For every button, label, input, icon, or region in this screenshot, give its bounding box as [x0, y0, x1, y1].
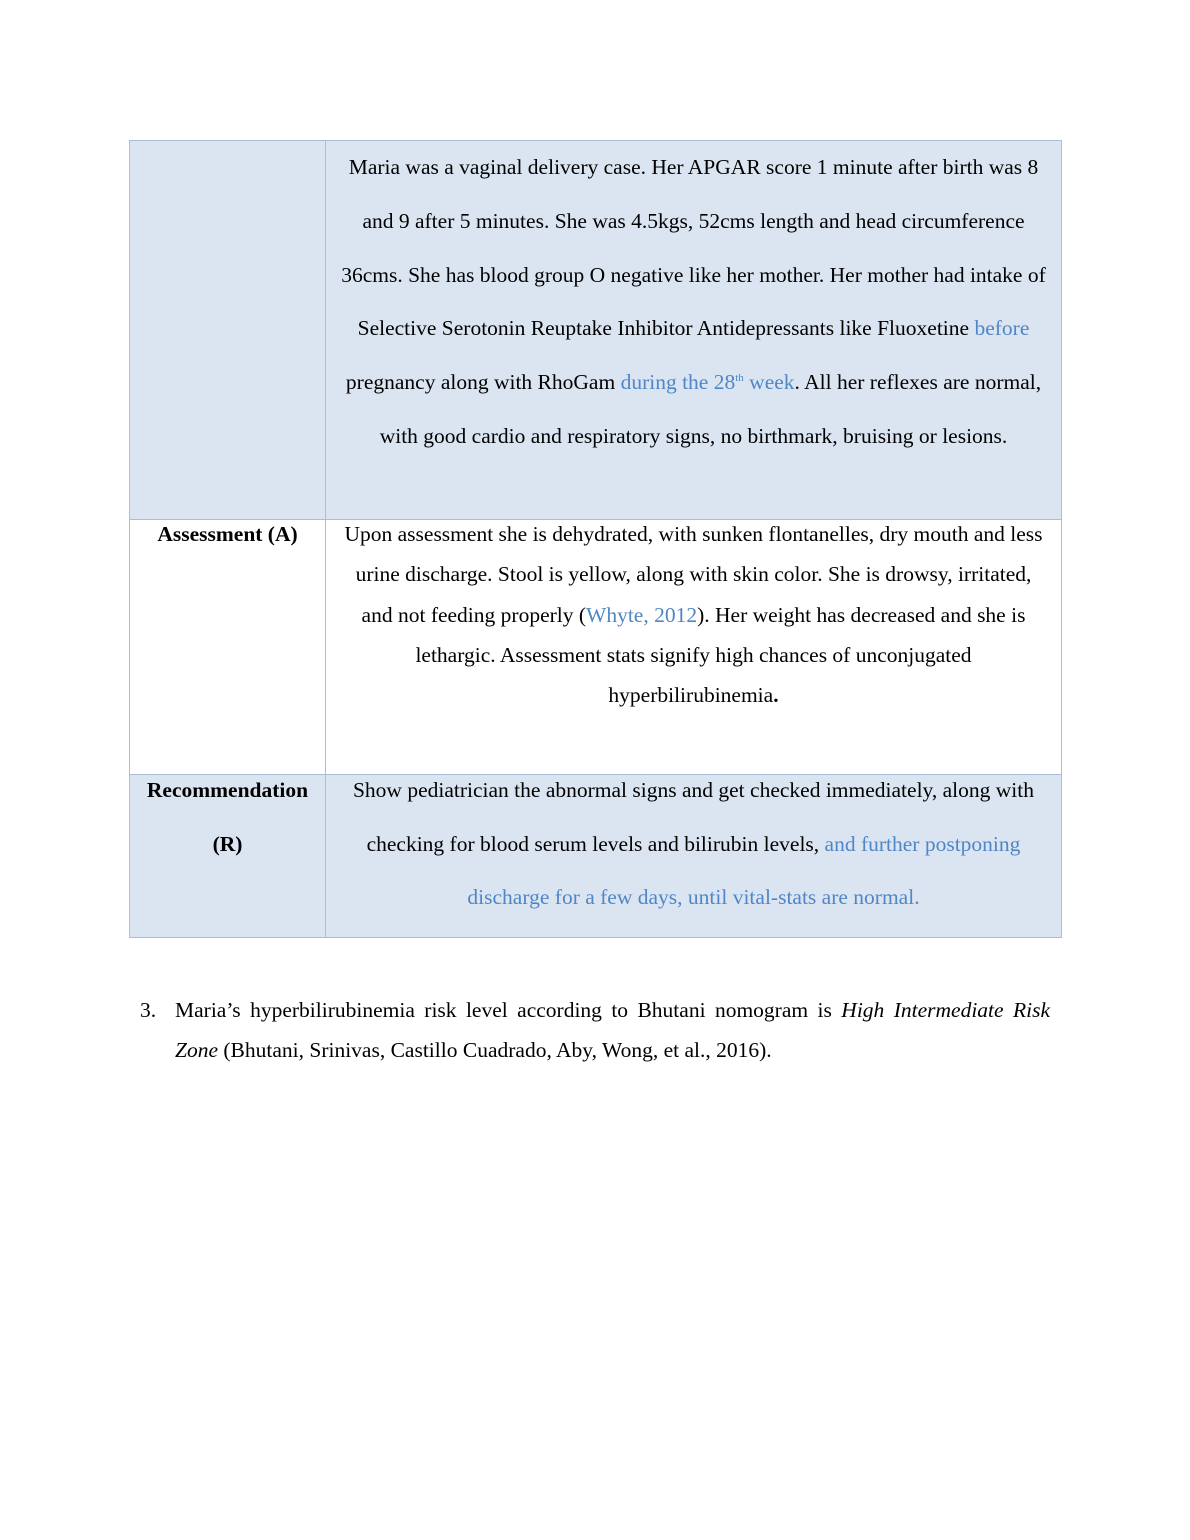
sbar-table — [129, 140, 1062, 938]
background-text-part1: Maria was a vaginal delivery case. Her APGAR score 1 minute after birth was 8 and 9 after 5 minutes. She was 4.5kgs, 52cms length and head circumference 36cms. She has blood group O negative like her mother. Her mother had intake of Selective Serotonin Reuptake Inhibitor Antidepressants like Fluoxetine — [341, 155, 1046, 341]
assessment-row — [130, 520, 1062, 775]
tracked-change-postponing-discharge: and further postponing discharge for a few days, until vital-stats are normal. — [467, 831, 1021, 909]
list-item-citation: (Bhutani, Srinivas, Castillo Cuadrado, Aby, Wong, et al., 2016). — [218, 1038, 772, 1063]
background-text-part3: . All her reflexes are normal, with good cardio and respiratory signs, no birthmark, bruising or lesions. — [379, 370, 1042, 448]
recommendation-text — [338, 764, 1049, 925]
list-item-text — [175, 990, 1050, 1071]
risk-zone-italic: High Intermediate Risk Zone — [175, 998, 1050, 1063]
tracked-change-week-text: week — [743, 370, 795, 395]
assessment-text-part1: Upon assessment she is dehydrated, with sunken flontanelles, dry mouth and less urine discharge. Stool is yellow, along with skin color. She is drowsy, irritated, and not feeding properly ( — [344, 522, 1043, 627]
assessment-label-cell — [130, 520, 326, 775]
list-number: 3. — [140, 998, 157, 1022]
tracked-change-before: before — [974, 316, 1030, 341]
assessment-text — [338, 514, 1049, 715]
assessment-bold-period: . — [773, 683, 779, 708]
background-text-cell — [326, 141, 1062, 520]
recommendation-label-line1: Recommendation — [146, 778, 309, 802]
assessment-label: Assessment (A) — [157, 522, 298, 546]
assessment-text-part2: ). Her weight has decreased and she is lethargic. Assessment stats signify high chances of unconjugated hyperbilirubinemia — [415, 602, 1026, 708]
recommendation-label-cell — [130, 775, 326, 938]
background-label-cell — [130, 141, 326, 520]
recommendation-label-line2: (R) — [212, 831, 243, 856]
citation-whyte-2012: Whyte, 2012 — [586, 602, 698, 627]
recommendation-text-cell — [326, 775, 1062, 938]
background-text-part2: pregnancy along with RhoGam — [345, 370, 621, 395]
tracked-change-28th-week — [621, 370, 795, 394]
list-item-text-part1: Maria’s hyperbilirubinemia risk level according to Bhutani nomogram is — [175, 998, 842, 1022]
assessment-text-cell — [326, 520, 1062, 775]
background-text — [338, 141, 1049, 464]
ordinal-superscript: th — [735, 372, 744, 385]
numbered-list-item-3 — [140, 990, 1050, 1071]
recommendation-label — [142, 764, 313, 871]
recommendation-row — [130, 775, 1062, 938]
tracked-change-28th-week-text: during the 28 — [620, 370, 736, 395]
recommendation-text-part1: Show pediatrician the abnormal signs and get checked immediately, along with checking for blood serum levels and bilirubin levels, — [352, 778, 1035, 856]
background-row — [130, 141, 1062, 520]
